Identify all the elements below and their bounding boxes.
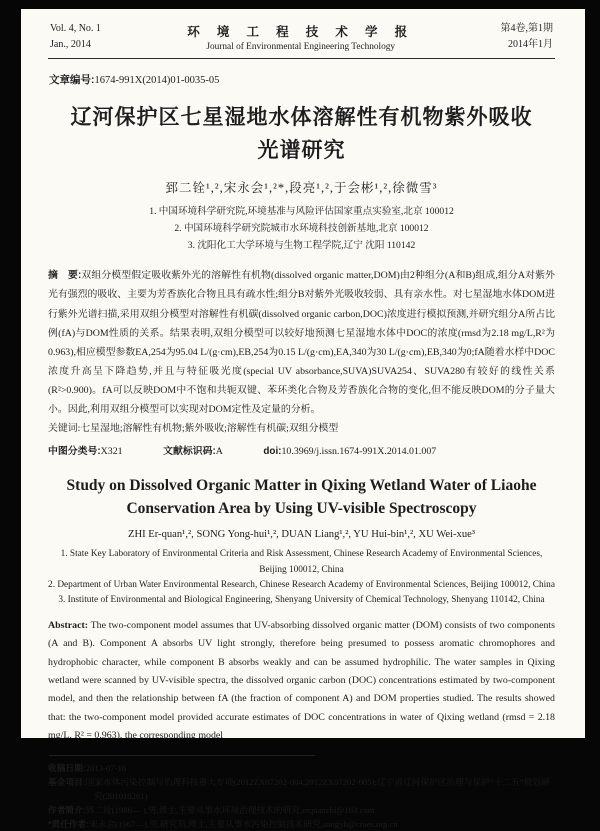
clc-label: 中图分类号: xyxy=(48,445,101,457)
footnote-author-bio xyxy=(48,803,555,817)
footnote-label: *责任作者: xyxy=(48,818,90,829)
doc-code-label: 文献标识码: xyxy=(163,445,216,457)
footnote-text: 郅二铨(1986— ),男,博士,主要从事水环境治理技术的研究,erquanzhi@163.com xyxy=(85,804,375,815)
clc-segment xyxy=(48,446,123,457)
abstract-en-label: Abstract: xyxy=(48,619,89,631)
journal-header xyxy=(48,18,555,59)
affiliations-cn xyxy=(48,203,555,254)
volume-number: Vol. 4, No. 1 xyxy=(50,23,101,34)
footnote-label: 作者简介: xyxy=(48,804,86,815)
footnote-label: 收稿日期: xyxy=(48,762,86,773)
volume-info xyxy=(50,21,101,52)
affiliation-en-3: 3. Institute of Environmental and Biological Engineering, Shenyang University of Chemical Technology, Shenyang 110142, China xyxy=(58,594,545,605)
clc-value: X321 xyxy=(100,445,123,457)
affiliation-en-2: 2. Department of Urban Water Environmental Research, Chinese Research Academy of Environmental Sciences, Beijing 100012, China xyxy=(48,579,555,590)
footnote-funding xyxy=(48,775,555,803)
affiliation-cn-2: 2. 中国环境科学研究院城市水环境科技创新基地,北京 100012 xyxy=(174,223,429,235)
affiliation-cn-1: 1. 中国环境科学研究院,环境基准与风险评估国家重点实验室,北京 100012 xyxy=(149,206,454,218)
journal-title-cn: 环 境 工 程 技 术 学 报 xyxy=(187,24,415,39)
issue-number-cn: 第4卷,第1期 xyxy=(500,23,553,34)
doi-value: 10.3969/j.issn.1674-991X.2014.01.007 xyxy=(281,445,437,457)
article-number-value: 1674-991X(2014)01-0035-05 xyxy=(94,75,220,86)
footnote-text: 2013-07-16 xyxy=(85,762,127,773)
abstract-cn xyxy=(48,266,555,419)
abstract-en xyxy=(48,617,555,746)
affiliation-cn-3: 3. 沈阳化工大学环境与生物工程学院,辽宁 沈阳 110142 xyxy=(187,240,416,252)
doc-code-segment xyxy=(163,446,223,457)
abstract-en-text: The two-component model assumes that UV-absorbing dissolved organic matter (DOM) consists of two components (A and B). Component A absorbs UV light strongly, therefore being presumed to possess aromatic chromophores and hydrophobic character, while component B absorbs weakly and can be assumed hydrophilic. The water samples in Qixing wetland were scanned by UV-visible spectra, the dissolved organic carbon (DOC) concentrations estimated by two-component model, and then the relationship between fA (the fraction of component A) and DOM properties studied. The results showed that: the two-component model provided accurate estimates of DOC concentrations in water of Qixing wetland (rmsd = 2.18 mg/L, R² = 0.963), the corresponding model xyxy=(48,619,555,742)
doc-code-value: A xyxy=(215,445,223,457)
doi-segment xyxy=(263,446,436,457)
authors-en: ZHI Er-quan¹,², SONG Yong-hui¹,², DUAN Liang¹,², YU Hui-bin¹,², XU Wei-xue³ xyxy=(127,529,476,541)
footnote-label: 基金项目: xyxy=(48,776,86,787)
footnote-text: 国家水体污染控制与治理科技重大专项(2012ZX07202-004,2012ZX07202-005);辽宁省辽河保护区治理与保护“十二五”规划研究(201010261) xyxy=(85,776,550,801)
keywords-text: 七星湿地;溶解性有机物;紫外吸收;溶解性有机碳;双组分模型 xyxy=(80,423,339,435)
issue-date-en: Jan., 2014 xyxy=(50,38,91,50)
journal-title-block xyxy=(101,22,501,52)
abstract-cn-text: 双组分模型假定吸收紫外光的溶解性有机物(dissolved organic matter,DOM)由2种组分(A和B)组成,组分A对紫外光有强烈的吸收、主要为芳香族化合物且具有疏水性;组分B对紫外光吸收较弱、具有亲水性。对七星湿地水体DOM进行紫外光谱扫描,采用双组分模型对溶解性有机碳(dissolved organic carbon,DOC)浓度进行模拟预测,并研究组分A所占比例(fA)与DOM性质的关系。结果表明,双组分模型可以较好地预测七星湿地水体中DOC的浓度(rmsd为2.18 mg/L,R²为0.963),相应模型参数EA,254为95.04 L/(g·cm),EB,254为0.15 L/(g·cm),EA,340为30 L/(g·cm),EB,340为0;fA随着水样中DOC浓度升高呈下降趋势,并且与特征吸光度(special UV absorbance,SUVA)SUVA254、SUVA280有较好的线性关系(R²>0.900)。fA可以反映DOM中不饱和共轭双键、苯环类化合物及芳香族化合物的变化,但不能反映DOM的分子量大小。因此,利用双组分模型可以实现对DOM定性及定量的分析。 xyxy=(48,270,555,416)
keywords-row xyxy=(48,420,555,439)
footnote-separator xyxy=(49,755,315,756)
article-number-label: 文章编号: xyxy=(49,74,95,86)
issue-info xyxy=(501,21,554,52)
footnote-text: 宋永会(1967—),男,研究员,博士,主要从事水污染控制技术研究,songyh@craes.org.cn xyxy=(89,818,398,829)
affiliation-en-1: 1. State Key Laboratory of Environmental Criteria and Risk Assessment, Chinese Research Academy of Environmental Sciences, Beijing 100012, China xyxy=(60,549,543,575)
authors-cn: 郅二铨¹,²,宋永会¹,²*,段亮¹,²,于会彬¹,²,徐微雪³ xyxy=(165,181,438,196)
issue-date-cn: 2014年1月 xyxy=(508,38,553,50)
paper-title-en: Study on Dissolved Organic Matter in Qixing Wetland Water of Liaohe Conservation Area by Using UV-visible Spectroscopy xyxy=(66,476,537,518)
article-number xyxy=(49,72,555,87)
abstract-cn-label: 摘 要: xyxy=(48,270,82,282)
footnote-corresponding-author xyxy=(48,817,555,831)
journal-title-en: Journal of Environmental Engineering Technology xyxy=(206,41,396,52)
classification-row xyxy=(48,443,555,457)
footnotes xyxy=(48,761,555,831)
paper-title-cn: 辽河保护区七星湿地水体溶解性有机物紫外吸收光谱研究 xyxy=(70,106,533,162)
doi-label: doi: xyxy=(263,445,282,457)
paper-page xyxy=(21,9,585,829)
footnote-received-date xyxy=(48,761,555,775)
keywords-label: 关键词: xyxy=(48,423,81,435)
affiliations-en xyxy=(48,547,555,607)
